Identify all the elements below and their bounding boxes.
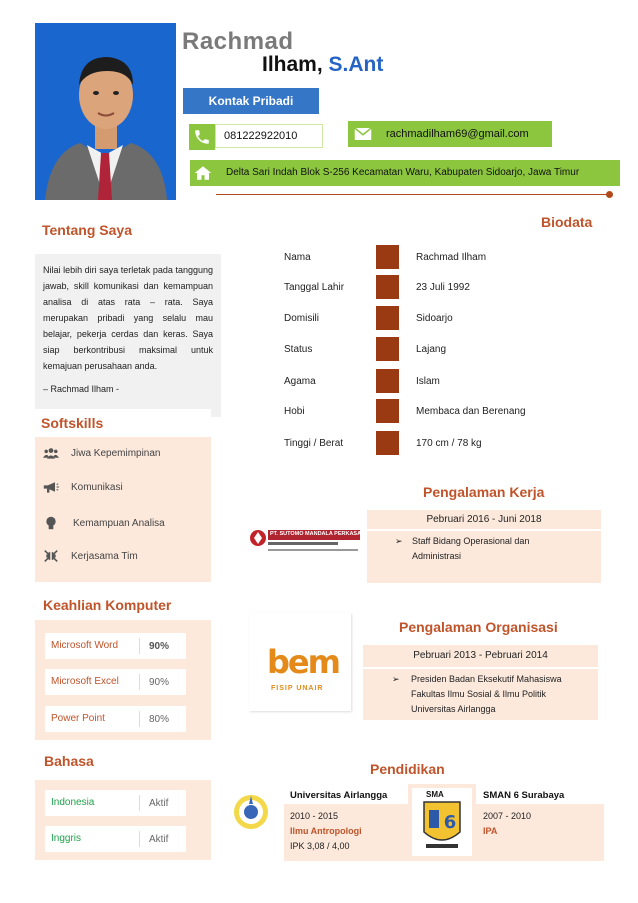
bio-marker: [376, 275, 399, 299]
bio-value: Membaca dan Berenang: [416, 406, 526, 417]
lightbulb-icon: [43, 516, 59, 530]
company-logo-text: PT. SUTOMO MANDALA PERKASA: [270, 531, 362, 537]
softskills-box: [35, 437, 211, 582]
bio-marker: [376, 245, 399, 269]
bio-label: Nama: [284, 252, 311, 263]
school-name: Universitas Airlangga: [290, 790, 388, 801]
softskill-item: [43, 516, 165, 530]
softskills-title: Softskills: [35, 409, 211, 437]
bio-label: Agama: [284, 376, 316, 387]
bio-label: Tinggi / Berat: [284, 438, 344, 449]
org-title: Pengalaman Organisasi: [399, 619, 558, 635]
arrow-bullet-icon: ➢: [392, 674, 400, 684]
megaphone-icon: [43, 481, 59, 493]
edu-details: [483, 809, 531, 839]
bio-value: Lajang: [416, 344, 447, 355]
language-name: Indonesia: [45, 795, 140, 811]
bem-logo-sub: FISIP UNAIR: [271, 685, 324, 692]
arrow-bullet-icon: ➢: [395, 536, 403, 546]
edu-school: [290, 788, 387, 803]
school-years: 2010 - 2015: [290, 811, 339, 821]
language-title: Bahasa: [44, 753, 94, 769]
email-address[interactable]: rachmadilham69@gmail.com: [378, 121, 552, 147]
skill-name: Power Point: [45, 711, 140, 727]
school-name: SMAN 6 Surabaya: [483, 790, 565, 801]
skill-row: [45, 669, 186, 695]
bio-label: Domisili: [284, 313, 319, 324]
home-icon: [190, 160, 216, 186]
bio-marker: [376, 369, 399, 393]
school-major: IPA: [483, 826, 498, 836]
bio-value: Sidoarjo: [416, 313, 453, 324]
profile-photo: [35, 23, 176, 200]
edu-details: [290, 809, 362, 854]
bio-marker: [376, 431, 399, 455]
softskill-item: [43, 549, 138, 563]
skill-row: [45, 633, 186, 659]
language-box: [35, 780, 211, 860]
skill-name: Microsoft Word: [45, 638, 140, 654]
softskill-label: Kemampuan Analisa: [73, 517, 165, 529]
about-title: Tentang Saya: [42, 222, 132, 238]
bio-label: Hobi: [284, 406, 305, 417]
first-name: Rachmad: [182, 28, 294, 55]
bio-value: 23 Juli 1992: [416, 282, 470, 293]
skill-row: [45, 706, 186, 732]
language-row: [45, 826, 186, 852]
school-major: Ilmu Antropologi: [290, 826, 362, 836]
bio-marker: [376, 337, 399, 361]
last-name: [262, 53, 383, 77]
language-level: Aktif: [149, 833, 169, 845]
bio-value: Rachmad Ilham: [416, 252, 487, 263]
computer-skills-box: [35, 620, 211, 740]
edu-school: [483, 788, 564, 803]
email-icon: [348, 121, 378, 147]
skill-value: 90%: [149, 640, 170, 652]
unair-logo: [218, 784, 284, 861]
bio-label: Status: [284, 344, 313, 355]
svg-text:6: 6: [443, 812, 457, 833]
contact-heading: Kontak Pribadi: [183, 88, 319, 114]
language-name: Inggris: [45, 831, 140, 847]
school-years: 2007 - 2010: [483, 811, 532, 821]
org-period: Pebruari 2013 - Pebruari 2014: [363, 645, 598, 667]
work-body: [367, 531, 601, 583]
language-level: Aktif: [149, 797, 169, 809]
softskill-item: [43, 481, 123, 493]
work-desc: Staff Bidang Operasional dan Administrasi: [412, 536, 530, 561]
phone-icon: [189, 124, 215, 150]
bio-marker: [376, 399, 399, 423]
softskill-label: Komunikasi: [71, 481, 123, 493]
address: Delta Sari Indah Blok S-256 Kecamatan Waru, Kabupaten Sidoarjo, Jawa Timur: [216, 160, 620, 186]
skill-value: 80%: [149, 713, 170, 725]
skill-value: 90%: [149, 676, 170, 688]
divider-dot: [606, 191, 613, 198]
biodata-title: Biodata: [541, 214, 593, 230]
about-text: Nilai lebih diri saya terletak pada tanggung jawab, skill komunikasi dan kemampuan analisa di atas rata – rata. Saya merupakan pribadi yang selalu mau belajar, pekerja cerdas dan keras. Saya siap berkontribusi maksimal untuk kemajuan perusahaan anda.: [43, 265, 213, 371]
bio-marker: [376, 306, 399, 330]
work-title: Pengalaman Kerja: [423, 484, 545, 500]
softskill-label: Kerjasama Tim: [71, 550, 138, 562]
collapse-arrows-icon: [43, 549, 59, 563]
education-box: [218, 784, 604, 861]
people-icon: [43, 447, 59, 459]
sma-logo-text: SMA: [426, 790, 444, 799]
phone-number[interactable]: 081222922010: [215, 124, 323, 148]
computer-skills-title: Keahlian Komputer: [43, 597, 172, 613]
about-box: [35, 254, 221, 417]
org-desc: Presiden Badan Eksekutif Mahasiswa Fakultas Ilmu Sosial & Ilmu Politik Universitas Airlangga: [411, 674, 562, 714]
sma-logo: [412, 788, 472, 856]
bio-value: Islam: [416, 376, 440, 387]
bem-logo-text: bem: [267, 643, 339, 681]
bem-logo: [249, 613, 351, 711]
bio-label: Tanggal Lahir: [284, 282, 345, 293]
softskill-item: [43, 447, 161, 459]
about-signature: – Rachmad Ilham -: [43, 384, 120, 394]
school-gpa: IPK 3,08 / 4,00: [290, 841, 350, 851]
divider-line: [216, 194, 608, 195]
company-logo: [246, 518, 364, 560]
work-period: Pebruari 2016 - Juni 2018: [367, 510, 601, 529]
degree: S.Ant: [322, 53, 384, 76]
org-body: [363, 669, 598, 720]
bio-value: 170 cm / 78 kg: [416, 438, 482, 449]
education-title: Pendidikan: [370, 761, 445, 777]
last-name-text: Ilham,: [262, 53, 323, 76]
language-row: [45, 790, 186, 816]
softskill-label: Jiwa Kepemimpinan: [71, 447, 161, 459]
skill-name: Microsoft Excel: [45, 674, 140, 690]
